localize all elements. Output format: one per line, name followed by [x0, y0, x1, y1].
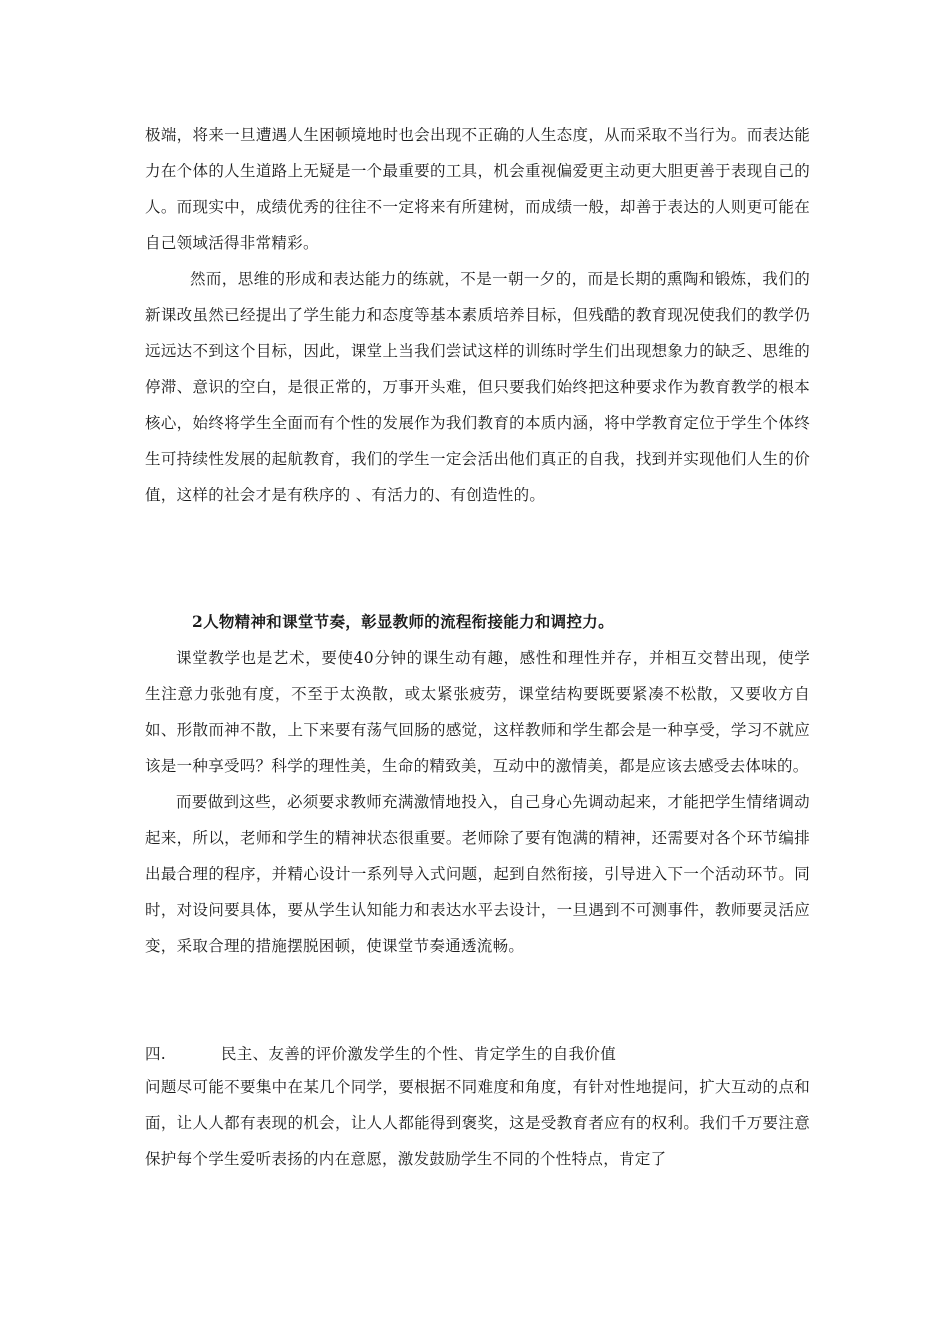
body-text-top — [145, 117, 810, 513]
paragraph-4: 而要做到这些，必须要求教师充满激情地投入，自己身心先调动起来，才能把学生情绪调动起来，所以，老师和学生的精神状态很重要。老师除了要有饱满的精神，还需要对各个环节编排出最合理的程序，并精心设计一系列导入式问题，起到自然衔接，引导进入下一个活动环节。同时，对设问要具体，要从学生认知能力和表达水平去设计，一旦遇到不可测事件，教师要灵活应变，采取合理的措施摆脱困顿，使课堂节奏通透流畅。 — [145, 793, 810, 955]
body-text-bottom — [145, 1039, 810, 1177]
paragraph-2: 然而，思维的形成和表达能力的练就，不是一朝一夕的，而是长期的熏陶和锻炼，我们的新课改虽然已经提出了学生能力和态度等基本素质培养目标，但残酷的教育现况使我们的教学仍远远达不到这个目标，因此，课堂上当我们尝试这样的训练时学生们出现想象力的缺乏、思维的停滞、意识的空白，是很正常的，万事开头难，但只要我们始终把这种要求作为教育教学的根本核心，始终将学生全面而有个性的发展作为我们教育的本质内涵，将中学教育定位于学生个体终生可持续性发展的起航教育，我们的学生一定会活出他们真正的自我，找到并实现他们人生的价值，这样的社会才是有秩序的 、有活力的、有创造性的。 — [145, 270, 810, 504]
section-title: 民主、友善的评价激发学生的个性、肯定学生的自我价值 — [221, 1045, 617, 1063]
paragraph-1: 极端，将来一旦遭遇人生困顿境地时也会出现不正确的人生态度，从而采取不当行为。而表达能力在个体的人生道路上无疑是一个最重要的工具，机会重视偏爱更主动更大胆更善于表现自己的人。而现实中，成绩优秀的往往不一定将来有所建树，而成绩一般，却善于表达的人则更可能在自己领域活得非常精彩。 — [145, 126, 810, 252]
paragraph-3: 课堂教学也是艺术，要使40分钟的课生动有趣，感性和理性并存，并相互交替出现，使学生注意力张弛有度，不至于太涣散，或太紧张疲劳，课堂结构要既要紧凑不松散，又要收方自如、形散而神不散，上下来要有荡气回肠的感觉，这样教师和学生都会是一种享受，学习不就应该是一种享受吗？科学的理性美，生命的精致美，互动中的激情美，都是应该去感受去体味的。 — [145, 649, 810, 775]
paragraph-5: 问题尽可能不要集中在某几个同学，要根据不同难度和角度，有针对性地提问，扩大互动的点和面，让人人都有表现的机会，让人人都能得到褒奖，这是受教育者应有的权利。我们千万要注意保护每个学生爱听表扬的内在意愿，激发鼓励学生不同的个性特点，肯定了 — [145, 1078, 810, 1168]
section-heading-4 — [145, 1039, 810, 1069]
subsection-heading-2: 2人物精神和课堂节奏，彰显教师的流程衔接能力和调控力。 — [192, 612, 614, 631]
body-text-middle — [145, 604, 810, 964]
section-number: 四. — [145, 1045, 167, 1063]
